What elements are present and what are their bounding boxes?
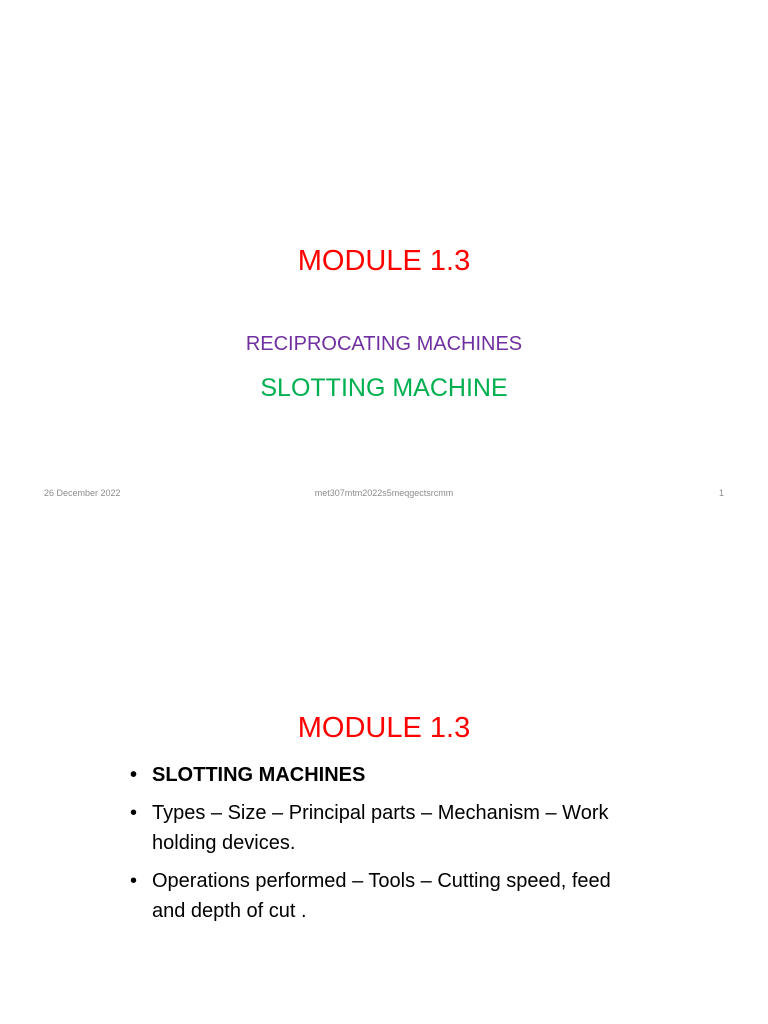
- bullet-icon: •: [130, 764, 138, 786]
- footer-course-code: met307mtm2022s5meqgectsrcmm: [314, 488, 454, 498]
- slide-2-title: MODULE 1.3: [297, 712, 471, 744]
- list-item: [128, 798, 648, 858]
- list-item-text: SLOTTING MACHINES: [152, 764, 366, 786]
- footer-page-number: 1: [718, 488, 724, 498]
- slide-2: [0, 512, 768, 1024]
- bullet-icon: •: [130, 870, 138, 892]
- bullet-icon: •: [130, 802, 138, 824]
- list-item: [128, 760, 648, 790]
- list-item: [128, 866, 648, 926]
- slide-1-title: MODULE 1.3: [297, 245, 471, 277]
- list-item-text: Types – Size – Principal parts – Mechanism – Work holding devices.: [152, 802, 609, 854]
- list-item-text: Operations performed – Tools – Cutting speed, feed and depth of cut .: [152, 870, 611, 922]
- slide-1-topic: SLOTTING MACHINE: [260, 374, 508, 402]
- bullet-list: [128, 760, 648, 934]
- footer-date: 26 December 2022: [44, 488, 121, 498]
- slide-1-subtitle: RECIPROCATING MACHINES: [245, 333, 523, 355]
